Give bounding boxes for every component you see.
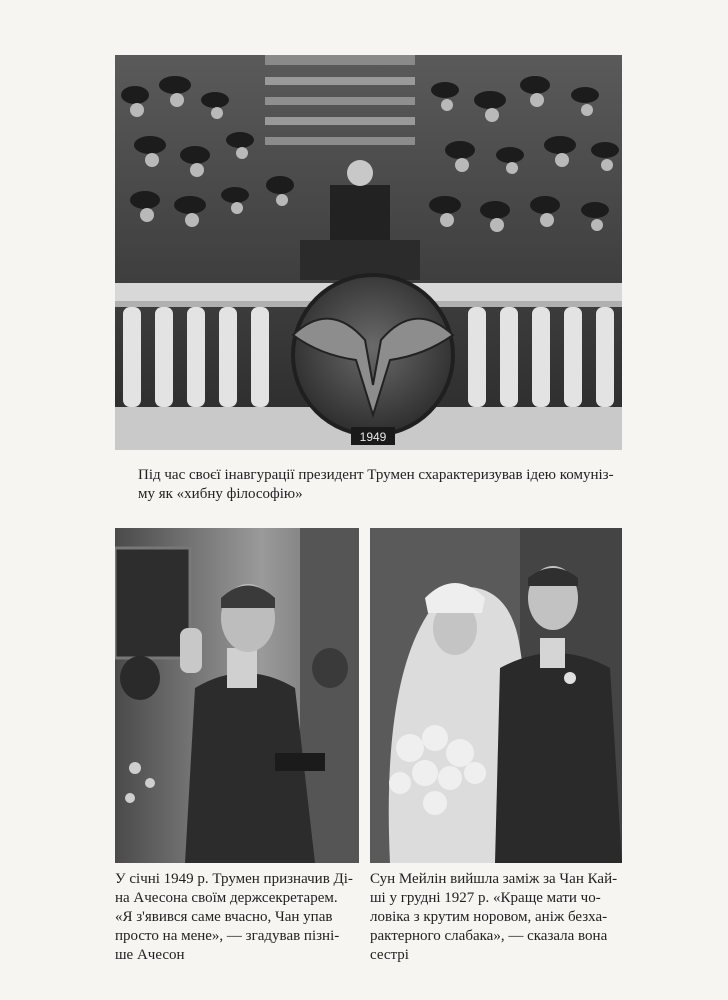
caption-line: У січні 1949 р. Трумен призначив Ді- [115, 871, 353, 887]
inauguration-photo [115, 55, 622, 450]
caption-line: ше Ачесон [115, 947, 185, 963]
caption-line: ловіка з крутим норовом, аніж безха- [370, 909, 608, 925]
caption-line: Під час своєї інавгурації президент Трумен схарактеризував ідею комуніз- [138, 467, 614, 483]
wedding-caption [370, 870, 622, 965]
caption-line: му як «хибну філософію» [138, 486, 303, 502]
caption-line: сестрі [370, 947, 409, 963]
caption-line: ші у грудні 1927 р. «Краще мати чо- [370, 890, 601, 906]
inauguration-caption [138, 466, 614, 504]
acheson-oath-photo-image [115, 528, 359, 863]
caption-line: на Ачесона своїм держсекретарем. [115, 890, 338, 906]
caption-line: просто на мене», — згадував пізні- [115, 928, 340, 944]
caption-line: Сун Мейлін вийшла заміж за Чан Кай- [370, 871, 618, 887]
caption-line: рактерного слабака», — сказала вона [370, 928, 608, 944]
wedding-photo-image [370, 528, 622, 863]
acheson-caption [115, 870, 363, 965]
wedding-photo [370, 528, 622, 863]
seal-year-badge: 1949 [359, 430, 387, 444]
inauguration-photo-image [115, 55, 622, 450]
acheson-oath-photo [115, 528, 359, 863]
caption-line: «Я з'явився саме вчасно, Чан упав [115, 909, 333, 925]
